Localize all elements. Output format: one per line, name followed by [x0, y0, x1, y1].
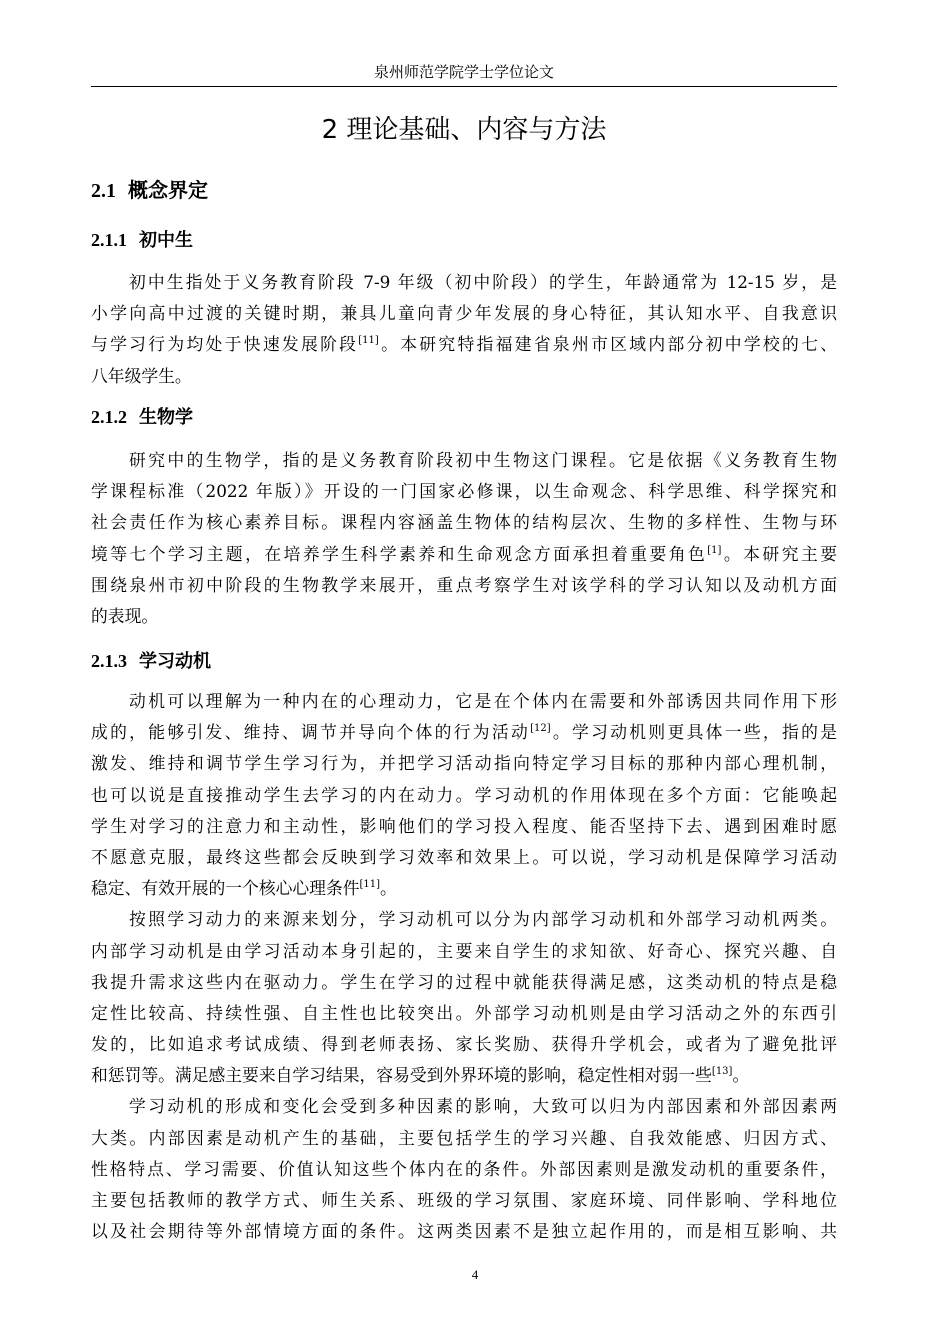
text-line: 学生对学习的注意力和主动性，影响他们的学习投入程度、能否坚持下去、遇到困难时愿: [91, 815, 837, 836]
text-line: 发的，比如追求考试成绩、得到老师表扬、家长奖励、获得升学机会，或者为了避免批评: [91, 1034, 837, 1055]
text-line: 的表现。: [91, 605, 159, 626]
text-line: 定性比较高、持续性强、自主性也比较突出。外部学习动机则是由学习活动之外的东西引: [91, 1002, 837, 1023]
text-run: 。学习动机则更具体一些，指的是: [550, 722, 837, 743]
text-line: 性格特点、学习需要、价值认知这些个体内在的条件。外部因素则是激发动机的重要条件，: [91, 1158, 837, 1179]
text-run: 。: [732, 1065, 750, 1086]
text-line: [91, 717, 837, 748]
text-line: 以及社会期待等外部情境方面的条件。这两类因素不是独立起作用的，而是相互影响、共: [91, 1221, 837, 1242]
section-heading-2-1-1: [91, 226, 193, 255]
text-line: [91, 329, 837, 360]
text-line: 大类。内部因素是动机产生的基础，主要包括学生的学习兴趣、自我效能感、归因方式、: [91, 1127, 837, 1148]
text-line: 学课程标准（2022 年版）》开设的一门国家必修课，以生命观念、科学思维、科学探究和: [91, 481, 837, 502]
text-run: 与学习行为均处于快速发展阶段: [91, 334, 359, 355]
page-number: 4: [471, 1267, 479, 1282]
text-run: 和惩罚等。满足感主要来自学习结果，容易受到外界环境的影响，稳定性相对弱一些: [91, 1065, 712, 1086]
text-run: 。: [380, 878, 397, 899]
text-run: 。本研究特指福建省泉州市区域内部分初中学校的七、: [378, 334, 837, 355]
text-run: 稳定、有效开展的一个核心心理条件: [91, 878, 360, 899]
text-line: 小学向高中过渡的关键时期，兼具儿童向青少年发展的身心特征，其认知水平、自我意识: [91, 303, 837, 324]
text-run: 成的，能够引发、维持、调节并导向个体的行为活动: [91, 722, 531, 743]
text-line: 内部学习动机是由学习活动本身引起的，主要来自学生的求知欲、好奇心、探究兴趣、自: [91, 940, 837, 961]
citation: [1]: [707, 544, 722, 556]
chapter-title: 2 理论基础、内容与方法: [321, 115, 607, 145]
citation: [12]: [530, 723, 551, 735]
section-number: 2.1.1: [91, 230, 127, 250]
paragraph-2-1-2: [91, 445, 837, 632]
running-header: 泉州师范学院学士学位论文: [373, 63, 554, 81]
text-line: 研究中的生物学，指的是义务教育阶段初中生物这门课程。它是依据《义务教育生物: [129, 450, 837, 470]
text-line: 八年级学生。: [91, 365, 192, 386]
section-number: 2.1.3: [91, 651, 127, 671]
text-line: 学习动机的形成和变化会受到多种因素的影响，大致可以归为内部因素和外部因素两: [129, 1096, 837, 1117]
text-line: 按照学习动力的来源来划分，学习动机可以分为内部学习动机和外部学习动机两类。: [129, 909, 837, 930]
text-line: [91, 1060, 837, 1091]
text-line: 社会责任作为核心素养目标。课程内容涵盖生物体的结构层次、生物的多样性、生物与环: [91, 512, 837, 533]
text-line: 我提升需求这些内在驱动力。学生在学习的过程中就能获得满足感，这类动机的特点是稳: [91, 971, 837, 992]
text-line: [91, 873, 837, 904]
section-title: 概念界定: [128, 178, 208, 202]
section-title: 初中生: [139, 230, 193, 251]
section-heading-2-1: [91, 175, 208, 206]
section-heading-2-1-2: [91, 403, 193, 432]
text-line: 动机可以理解为一种内在的心理动力，它是在个体内在需要和外部诱因共同作用下形: [129, 691, 837, 711]
text-run: 境等七个学习主题，在培养学生科学素养和生命观念方面承担着重要角色: [91, 543, 708, 564]
text-line: 主要包括教师的教学方式、师生关系、班级的学习氛围、家庭环境、同伴影响、学科地位: [91, 1190, 837, 1210]
text-line: 初中生指处于义务教育阶段 7-9 年级（初中阶段）的学生，年龄通常为 12-15 岁，是: [129, 272, 837, 292]
paragraph-2-1-3-a: [91, 686, 837, 1247]
text-line: 不愿意克服，最终这些都会反映到学习效率和效果上。可以说，学习动机是保障学习活动: [91, 846, 837, 867]
section-number: 2.1: [91, 180, 116, 202]
text-line: 也可以说是直接推动学生去学习的内在动力。学习动机的作用体现在多个方面：它能唤起: [91, 784, 837, 805]
section-heading-2-1-3: [91, 647, 211, 676]
section-title: 学习动机: [139, 651, 211, 672]
text-line: 围绕泉州市初中阶段的生物教学来展开，重点考察学生对该学科的学习认知以及动机方面: [91, 574, 837, 595]
section-title: 生物学: [139, 407, 193, 428]
text-line: 激发、维持和调节学生学习行为，并把学习活动指向特定学习目标的那种内部心理机制，: [91, 753, 837, 774]
text-line: [91, 539, 837, 570]
paragraph-2-1-1: [91, 267, 837, 392]
citation: [11]: [359, 879, 381, 891]
citation: [11]: [358, 335, 379, 347]
text-run: 。本研究主要: [721, 543, 837, 564]
section-number: 2.1.2: [91, 407, 127, 427]
header-rule: [91, 86, 837, 87]
citation: [13]: [711, 1066, 733, 1078]
